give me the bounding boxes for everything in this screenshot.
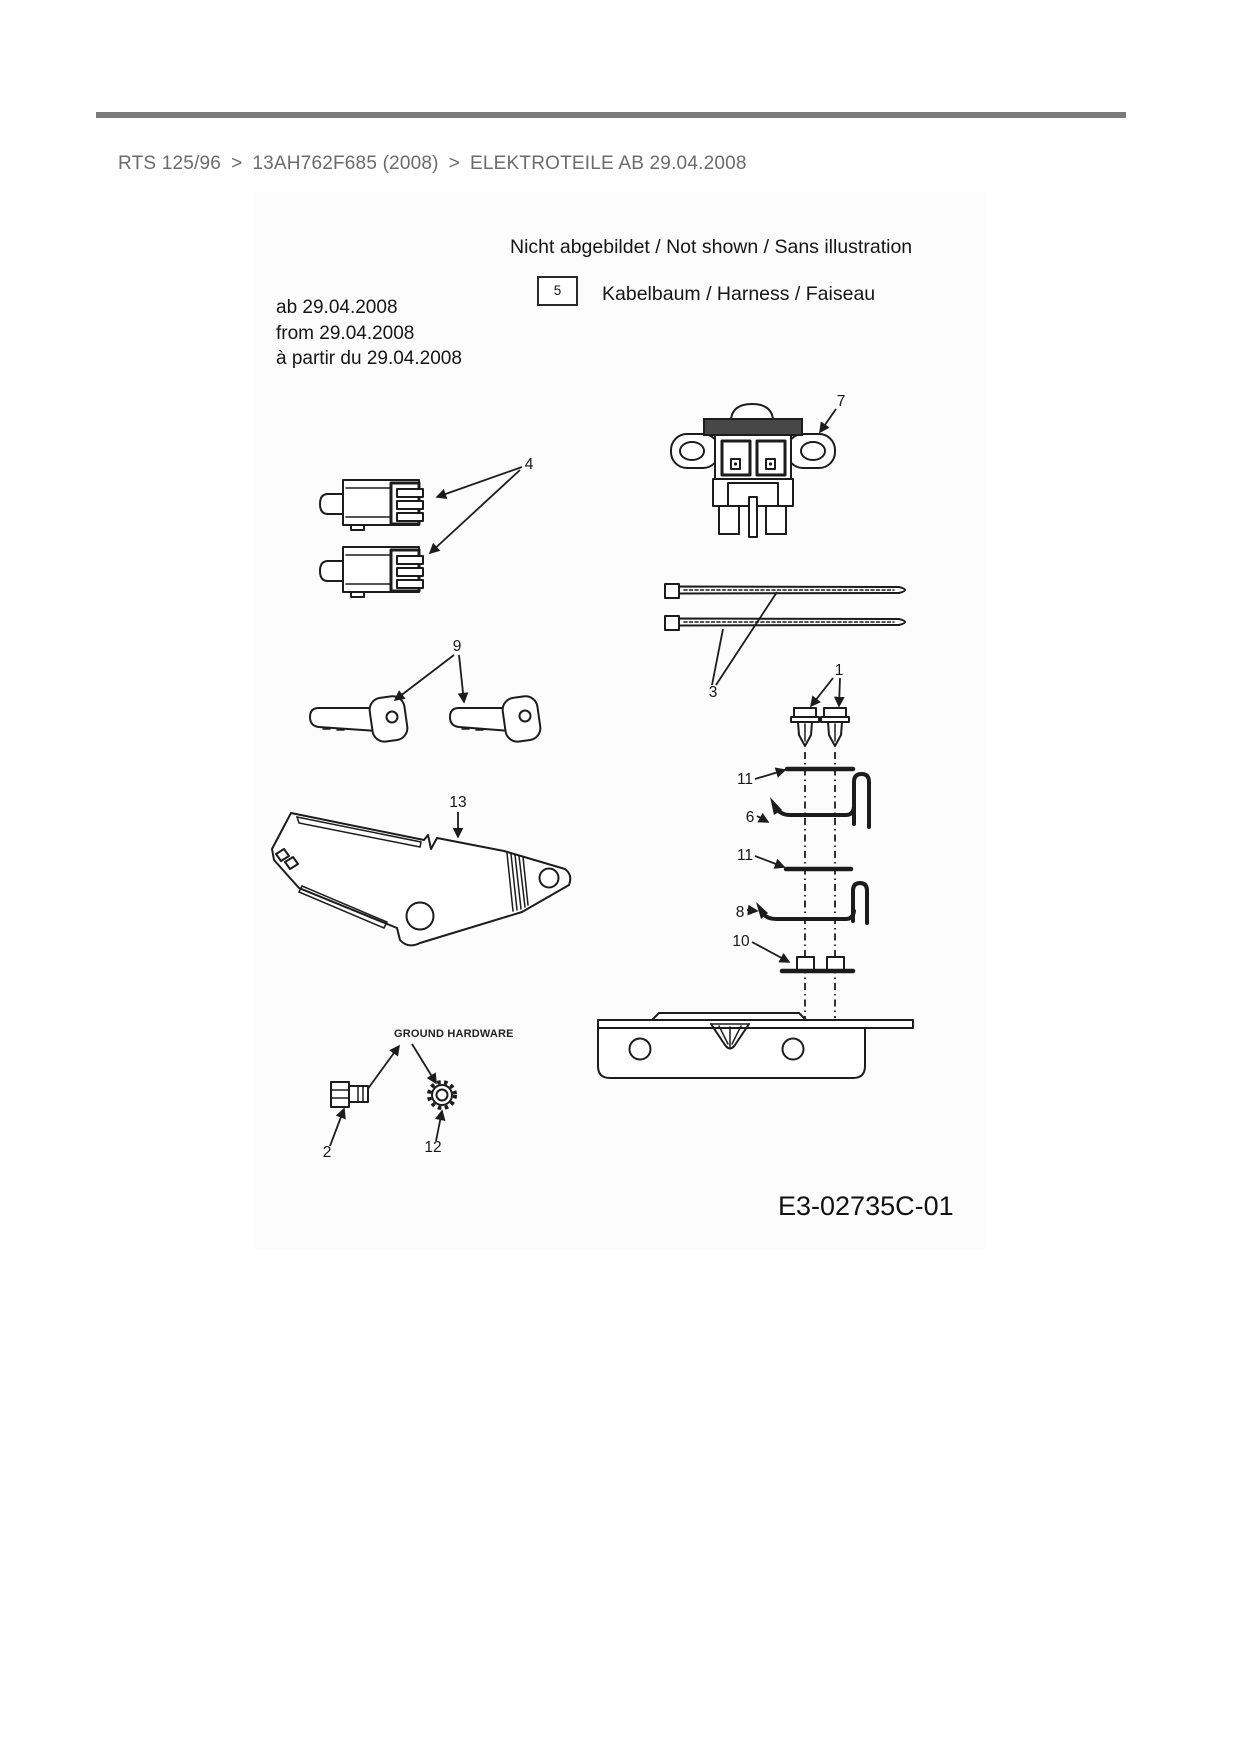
breadcrumb-item-model[interactable]: RTS 125/96 [118, 153, 222, 174]
callout-12: 12 [424, 1139, 442, 1156]
part-11-spacer-lower [737, 847, 851, 869]
callout-2: 2 [322, 1144, 332, 1161]
legend-ref: 5 [553, 283, 562, 298]
callout-13: 13 [449, 794, 467, 811]
part-8-clamp [736, 883, 867, 923]
breadcrumb-separator: > [231, 153, 243, 174]
effective-date-fr: à partir du 29.04.2008 [276, 348, 462, 369]
mounting-plate [598, 1013, 913, 1078]
callout-8: 8 [735, 904, 745, 921]
effective-date-de: ab 29.04.2008 [276, 297, 398, 318]
callout-9: 9 [452, 638, 462, 655]
part-3-cable-ties [665, 584, 905, 701]
part-6-clamp [746, 774, 869, 827]
effective-date-en: from 29.04.2008 [276, 322, 415, 344]
legend-label: Kabelbaum / Harness / Faiseau [602, 283, 876, 305]
breadcrumb-item-section: ELEKTROTEILE AB 29.04.2008 [470, 153, 747, 174]
not-shown-heading: Nicht abgebildet / Not shown / Sans illustration [510, 236, 913, 258]
callout-6: 6 [745, 809, 755, 826]
part-4-connectors [320, 456, 534, 597]
part-2-bolt [331, 1082, 368, 1107]
breadcrumb-item-variant[interactable]: 13AH762F685 (2008) [252, 153, 439, 174]
ground-hardware-group [323, 1044, 455, 1161]
breadcrumb-separator: > [448, 153, 460, 174]
drawing-number: E3-02735C-01 [778, 1191, 954, 1221]
callout-1: 1 [834, 662, 844, 679]
part-9-keys [310, 638, 542, 743]
part-1-screws [791, 662, 849, 746]
callout-10: 10 [732, 933, 750, 950]
callout-4: 4 [524, 456, 534, 473]
part-13-bracket [272, 794, 570, 945]
part-7-fuse-holder [671, 393, 845, 537]
callout-7: 7 [836, 393, 846, 410]
part-12-star-washer [429, 1082, 455, 1108]
assembly-centerlines [805, 752, 835, 1018]
ground-hardware-label: GROUND HARDWARE [394, 1028, 514, 1040]
callout-11-upper: 11 [736, 771, 754, 788]
callout-3: 3 [708, 684, 718, 701]
callout-11-lower: 11 [736, 847, 754, 864]
